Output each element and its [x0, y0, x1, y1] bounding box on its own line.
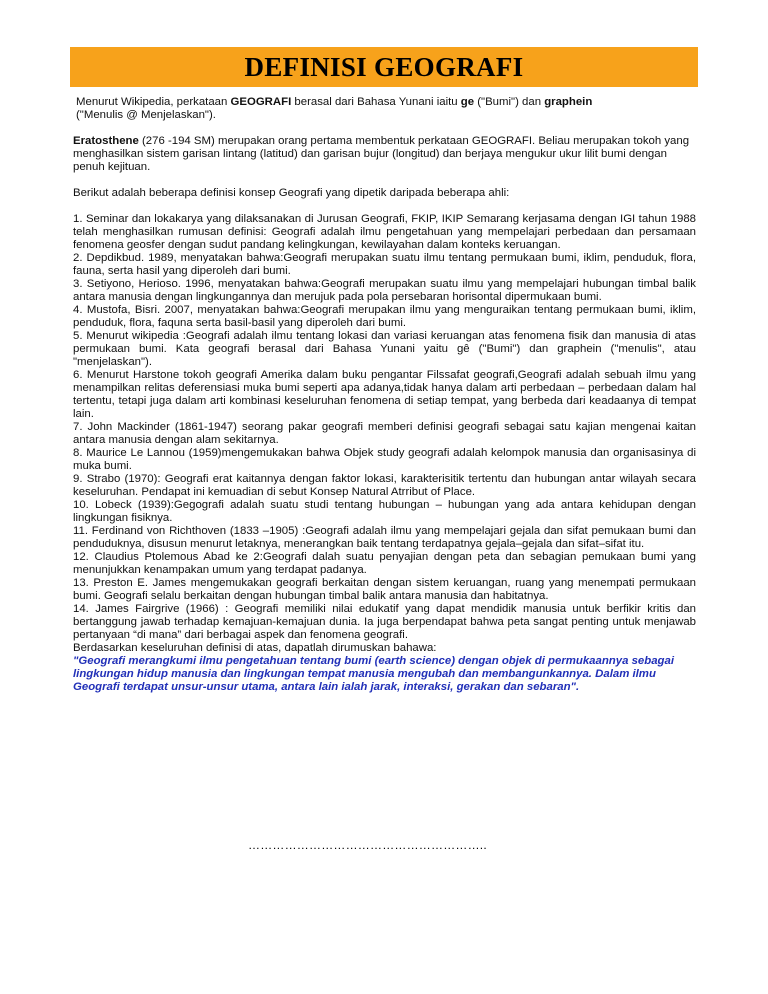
eratosthene-paragraph — [73, 135, 696, 174]
intro-bold-geografi: GEOGRAFI — [230, 96, 292, 108]
conclusion-quote: "Geografi merangkumi ilmu pengetahuan tentang bumi (earth science) dengan objek di permukaannya sebagai lingkungan hidup manusia dan lingkungan tempat manusia mengubah dan membangunkannya. Dalam ilmu Geografi terdapat unsur-unsur utama, antara lain ialah jarak, interaksi, gerakan dan sebaran". — [73, 655, 675, 693]
definition-item: 7. John Mackinder (1861-1947) seorang pakar geografi memberi definisi geografi sebagai satu kajian mengenai kaitan antara manusia dengan alam sekitarnya. — [73, 421, 696, 446]
definition-item: 9. Strabo (1970): Geografi erat kaitannya dengan faktor lokasi, karakterisitik tertentu dan hubungan antar wilayah secara keseluruhan. Pendapat ini kemuadian di sebut Konsep Natural Atrribut of Place. — [73, 473, 696, 498]
intro-bold-ge: ge — [460, 96, 475, 108]
definition-item: 13. Preston E. James mengemukakan geografi berkaitan dengan sistem keruangan, ruang yang menempati permukaan bumi. Geografi selalu berkaitan dengan hubungan timbal balik antara manusia dan habitatnya. — [73, 577, 696, 602]
intro-bold-graphein: graphein — [544, 96, 593, 108]
definition-item: 8. Maurice Le Lannou (1959)mengemukakan bahwa Objek study geografi adalah kelompok manusia dan organisasinya di muka bumi. — [73, 447, 696, 472]
conclusion-lead: Berdasarkan keseluruhan definisi di atas, dapatlah dirumuskan bahawa: — [73, 642, 437, 654]
definition-item: 6. Menurut Harstone tokoh geografi Amerika dalam buku pengantar Filssafat geografi,Geografi adalah sebuah ilmu yang menampilkan relitas deferensiasi muka bumi seperti apa adanya,tidak hanya dalam arti perbedaan – perbedaan dalam hal tertentu, tetapi juga dalam arti kombinasi keseluruhan fenomena di setiap tempat, yang berbeda dari keadaanya di tempat lain. — [73, 369, 696, 420]
intro-text: Menurut Wikipedia, perkataan — [76, 96, 231, 108]
definition-item: 4. Mustofa, Bisri. 2007, menyatakan bahwa:Geografi merupakan ilmu yang menguraikan tentang permukaan bumi, iklim, penduduk, flora, faquna serta basil-basil yang diperoleh dari bumi. — [73, 304, 696, 329]
definition-item: 10. Lobeck (1939):Gegografi adalah suatu studi tentang hubungan – hubungan yang ada antara kehidupan dengan lingkungan fisiknya. — [73, 499, 696, 524]
intro-text: ("Bumi") dan — [474, 96, 545, 108]
title-banner — [70, 47, 698, 87]
eratosthene-text: (276 -194 SM) merupakan orang pertama membentuk perkataan GEOGRAFI. Beliau merupakan tokoh yang menghasilkan sistem garisan lintang (latitud) dan garisan bujur (longitud) dan berjaya mengukur ukur lilit bumi dengan penuh kejituan. — [73, 135, 690, 173]
definition-item: 1. Seminar dan lokakarya yang dilaksanakan di Jurusan Geografi, FKIP, IKIP Semarang kerjasama dengan IGI tahun 1988 telah menghasilkan rumusan definisi: Geografi adalah ilmu pengetahuan yang mempelajari perbedaan dan persamaan fenomena geosfer dengan sudut pandang kelingkungan, kewilayahan dalam konteks keruangan. — [73, 213, 696, 251]
definition-item: 11. Ferdinand von Richthoven (1833 –1905) :Geografi adalah ilmu yang mempelajari gejala dan sifat pemukaan bumi dan penduduknya, disusun menurut letaknya, menerangkan baik tentang terdapatnya gejala–gejala dan sifat–sifat itu. — [73, 525, 696, 550]
definition-item: 12. Claudius Ptolemous Abad ke 2:Geografi dalah suatu penyajian dengan peta dan sebagian pemukaan bumi yang menunjukkan kenampakan umum yang terdapat padanya. — [73, 551, 696, 576]
page-title: DEFINISI GEOGRAFI — [244, 51, 524, 82]
definition-item: 3. Setiyono, Herioso. 1996, menyatakan bahwa:Geografi merupakan suatu ilmu yang mempelajari hubungan timbal balik antara manusia dengan lingkungannya dan merujuk pada pola persebaran horisontal dipermukaan bumi. — [73, 278, 696, 303]
definition-item: 5. Menurut wikipedia :Geografi adalah ilmu tentang lokasi dan variasi keruangan atas fenomena fisik dan manusia di atas permukaan bumi. Kata geografi berasal dari Bahasa Yunani yaitu gê ("Bumi") dan graphein ("menulis", atau "menjelaskan"). — [73, 330, 696, 368]
intro-text: berasal dari Bahasa Yunani iaitu — [291, 96, 461, 108]
intro-text: ("Menulis @ Menjelaskan"). — [76, 109, 216, 121]
end-dots: ………………………………………………….. — [248, 838, 487, 852]
definition-item: 2. Depdikbud. 1989, menyatakan bahwa:Geografi merupakan suatu ilmu tentang permukaan bumi, iklim, penduduk, flora, fauna, serta hasil yang diperoleh dari bumi. — [73, 252, 696, 277]
definition-item: 14. James Fairgrive (1966) : Geografi memiliki nilai edukatif yang dapat mendidik manusia untuk berfikir kritis dan bertanggung jawab terhadap kemajuan-kemajuan dunia. Ia juga berpendapat bahwa peta sangat penting untuk menjawab pertanyaan “di mana” dari berbagai aspek dan fenomena geografi. — [73, 603, 696, 641]
document-body — [73, 96, 696, 694]
definitions-lead: Berikut adalah beberapa definisi konsep Geografi yang dipetik daripada beberapa ahli: — [73, 187, 510, 199]
intro-paragraph — [73, 96, 696, 122]
eratosthene-name: Eratosthene — [73, 135, 139, 147]
